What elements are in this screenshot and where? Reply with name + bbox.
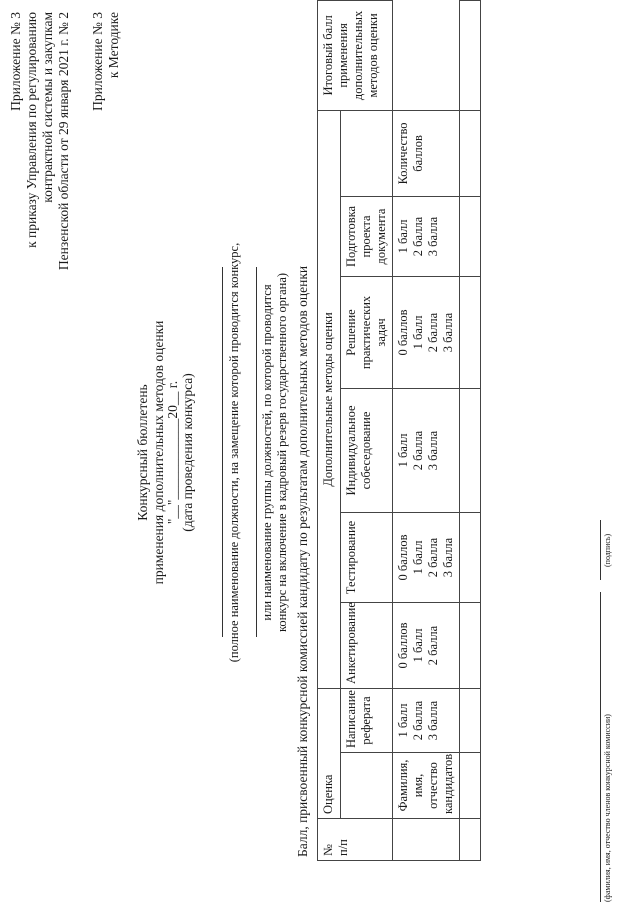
- score-cell-essay: 1 балл 2 балла 3 балла: [393, 688, 460, 752]
- header-line: к приказу Управления по регулированию: [24, 12, 39, 248]
- signature-area: [588, 0, 628, 905]
- header-line: к Методике: [106, 12, 121, 79]
- header-line: Пензенской области от 29 января 2021 г. № 2: [56, 12, 71, 271]
- name-signature-caption: (фамилия, имя, отчество членов конкурсной комиссии): [603, 714, 612, 902]
- row-number-cell: [393, 819, 460, 861]
- signature-caption: (подпись): [603, 533, 612, 567]
- total-score-cell: Количество баллов: [393, 110, 460, 196]
- col-number-header: № п/п: [318, 819, 393, 861]
- score-cell-practical: 0 баллов 1 балл 2 балла 3 балла: [393, 276, 460, 388]
- method-testing-header: Тестирование: [341, 512, 393, 602]
- score-table: [317, 0, 481, 861]
- header-line: контрактной системы и закупкам: [40, 12, 55, 203]
- score-cell-document: 1 балл 2 балла 3 балла: [393, 196, 460, 276]
- candidate-name-cell: Фамилия, имя, отчество кандидатов: [393, 753, 460, 819]
- header-line: Приложение № 3: [8, 12, 23, 111]
- bulletin-title: [135, 0, 167, 905]
- empty-cell: [460, 110, 481, 196]
- caption-line: конкурс на включение в кадровый резерв государственного органа): [275, 272, 289, 633]
- empty-cell: [460, 196, 481, 276]
- method-practical-tasks-header: Решение практических задач: [341, 276, 393, 388]
- table-row: [393, 0, 460, 860]
- score-heading: Балл, присвоенный конкурсной комиссией кандидату по результатам дополнительных методов оценки: [295, 265, 310, 857]
- group-fill-line: [256, 267, 257, 637]
- position-caption: (полное наименование должности, на замещение которой проводится конкурс,: [227, 242, 241, 663]
- empty-cell: [460, 276, 481, 388]
- appendix-method-header: [90, 12, 122, 212]
- empty-cell: [460, 819, 481, 861]
- title-line: применения дополнительных методов оценки: [151, 320, 166, 585]
- method-draft-document-header: Подготовка проекта документа: [341, 196, 393, 276]
- appendix-order-header: [8, 12, 72, 452]
- signature-line: [600, 520, 601, 580]
- title-line: Конкурсный бюллетень: [135, 384, 150, 521]
- blank-header-cell: [341, 753, 393, 819]
- score-cell-testing: 0 баллов 1 балл 2 балла 3 балла: [393, 512, 460, 602]
- col-total-header: Итоговый балл применения дополнительных методов оценки: [318, 0, 393, 110]
- score-cell-survey: 0 баллов 1 балл 2 балла: [393, 602, 460, 688]
- method-interview-header: Индивидуальное собеседование: [341, 388, 393, 512]
- col-evaluation-header: Оценка: [318, 688, 341, 818]
- empty-cell: [460, 388, 481, 512]
- empty-cell: [460, 602, 481, 688]
- empty-cell: [460, 0, 481, 110]
- position-fill-line: [222, 267, 223, 637]
- method-survey-header: Анкетирование: [341, 602, 393, 688]
- empty-cell: [460, 512, 481, 602]
- method-essay-header: Написание реферата: [341, 688, 393, 752]
- group-caption: [260, 0, 290, 905]
- col-methods-header: Дополнительные методы оценки: [318, 110, 341, 688]
- empty-cell: [460, 753, 481, 819]
- name-signature-line: [600, 592, 601, 902]
- header-line: Приложение № 3: [90, 12, 105, 111]
- score-cell-interview: 1 балл 2 балла 3 балла: [393, 388, 460, 512]
- table-row: [460, 0, 481, 860]
- date-line: "__"____________20__ г.: [165, 380, 180, 525]
- date-caption: (дата проведения конкурса): [180, 373, 195, 532]
- caption-line: или наименование группы должностей, по которой проводится: [260, 284, 274, 621]
- empty-cell: [460, 688, 481, 752]
